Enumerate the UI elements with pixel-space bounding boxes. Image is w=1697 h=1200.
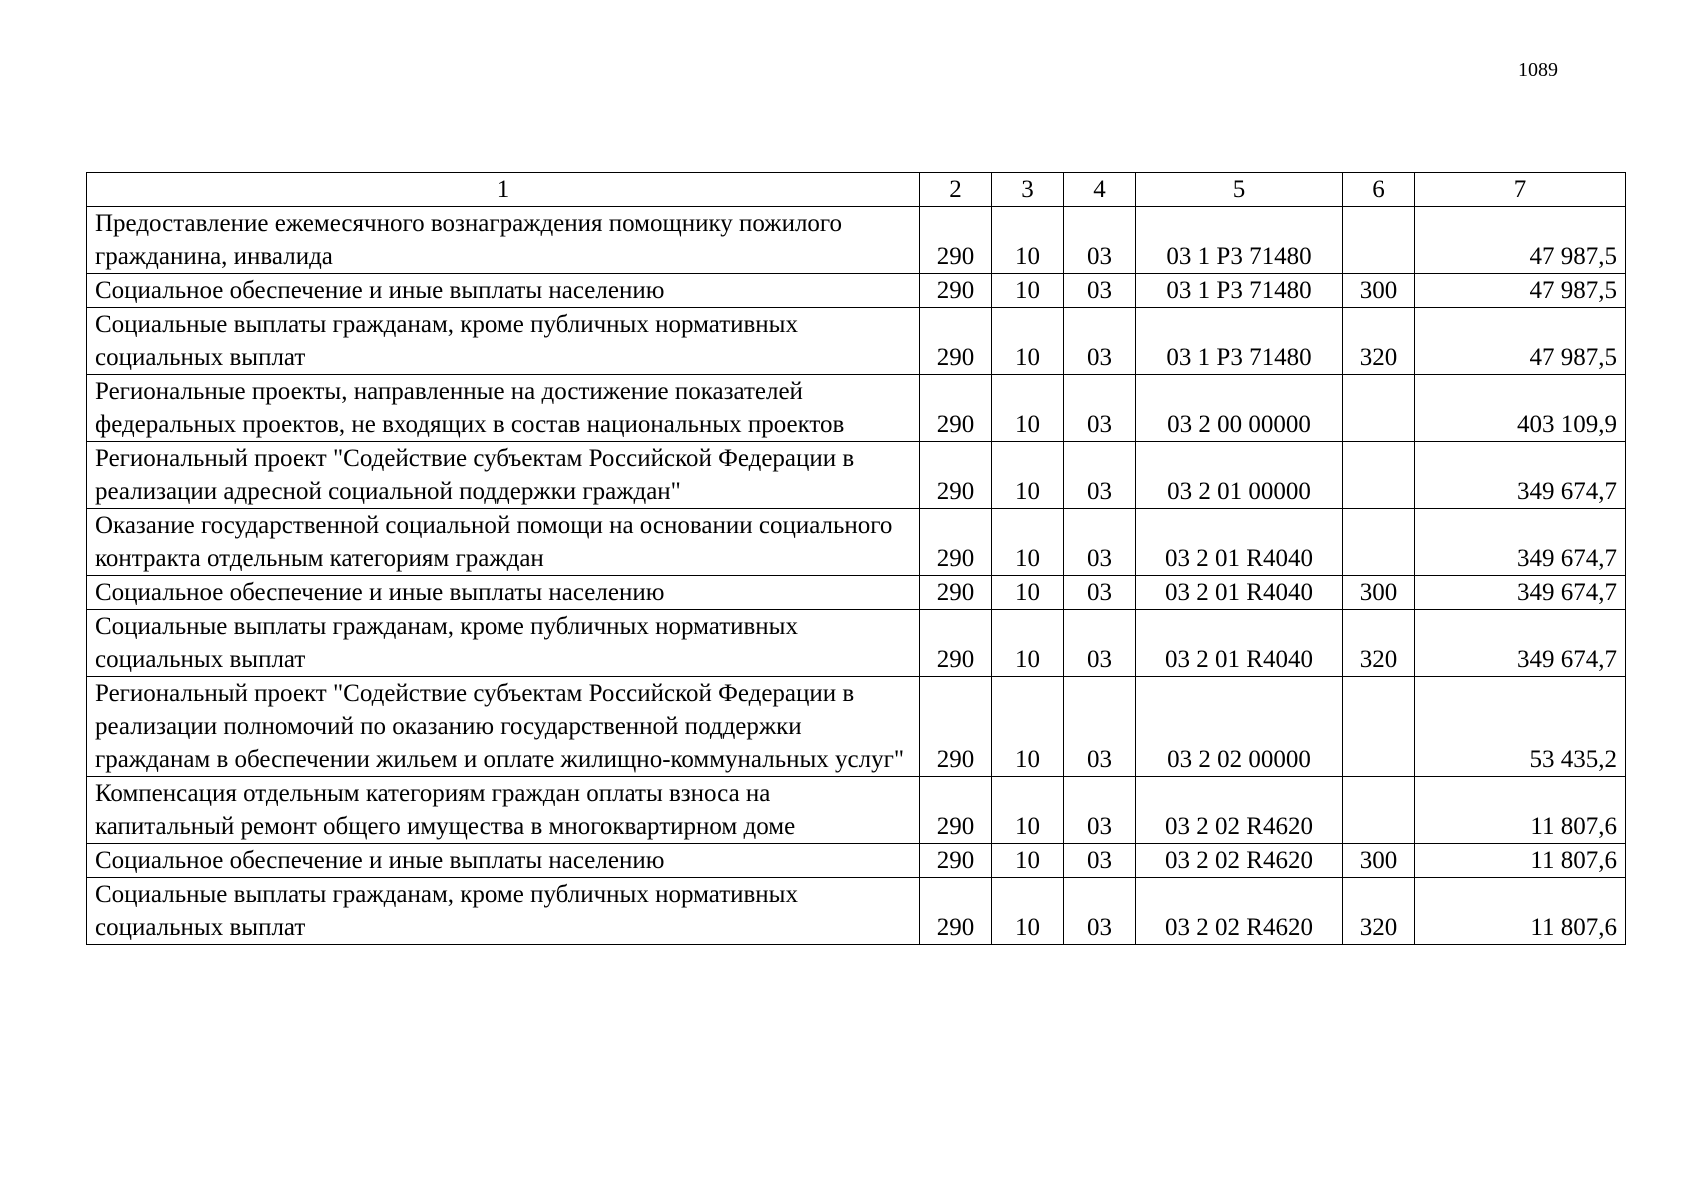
table-row <box>87 442 1626 509</box>
row-code-3: 10 <box>992 375 1064 442</box>
row-amount: 349 674,7 <box>1415 610 1626 677</box>
table-row <box>87 844 1626 878</box>
table-row <box>87 509 1626 576</box>
row-code-2: 290 <box>920 610 992 677</box>
row-code-6 <box>1343 677 1415 777</box>
table-row <box>87 610 1626 677</box>
table-row <box>87 207 1626 274</box>
row-code-3: 10 <box>992 442 1064 509</box>
row-code-2: 290 <box>920 777 992 844</box>
row-amount: 403 109,9 <box>1415 375 1626 442</box>
row-code-2: 290 <box>920 878 992 945</box>
row-code-4: 03 <box>1064 844 1136 878</box>
row-name: Региональный проект "Содействие субъектам Российской Федерации в реализации адресной социальной поддержки граждан" <box>87 442 920 509</box>
row-code-5: 03 2 02 R4620 <box>1136 878 1343 945</box>
row-code-2: 290 <box>920 274 992 308</box>
row-code-6: 320 <box>1343 610 1415 677</box>
column-header-4: 4 <box>1064 173 1136 207</box>
row-code-3: 10 <box>992 878 1064 945</box>
row-code-3: 10 <box>992 274 1064 308</box>
row-code-3: 10 <box>992 576 1064 610</box>
row-amount: 47 987,5 <box>1415 308 1626 375</box>
row-amount: 11 807,6 <box>1415 878 1626 945</box>
row-amount: 11 807,6 <box>1415 777 1626 844</box>
column-header-1: 1 <box>87 173 920 207</box>
row-code-4: 03 <box>1064 677 1136 777</box>
row-amount: 11 807,6 <box>1415 844 1626 878</box>
row-code-4: 03 <box>1064 576 1136 610</box>
table-row <box>87 274 1626 308</box>
table-row <box>87 777 1626 844</box>
row-name: Социальные выплаты гражданам, кроме публичных нормативных социальных выплат <box>87 878 920 945</box>
row-name: Социальное обеспечение и иные выплаты населению <box>87 576 920 610</box>
row-name: Региональный проект "Содействие субъектам Российской Федерации в реализации полномочий по оказанию государственной поддержки гражданам в обеспечении жильем и оплате жилищно-коммунальных услуг" <box>87 677 920 777</box>
row-code-6 <box>1343 777 1415 844</box>
row-code-2: 290 <box>920 509 992 576</box>
row-code-2: 290 <box>920 375 992 442</box>
row-amount: 47 987,5 <box>1415 274 1626 308</box>
table-row <box>87 576 1626 610</box>
row-code-6 <box>1343 207 1415 274</box>
row-name: Оказание государственной социальной помощи на основании социального контракта отдельным категориям граждан <box>87 509 920 576</box>
column-header-6: 6 <box>1343 173 1415 207</box>
row-code-4: 03 <box>1064 207 1136 274</box>
row-code-5: 03 1 Р3 71480 <box>1136 308 1343 375</box>
row-code-4: 03 <box>1064 308 1136 375</box>
page-number: 1089 <box>1518 59 1558 81</box>
row-name: Компенсация отдельным категориям граждан оплаты взноса на капитальный ремонт общего имущества в многоквартирном доме <box>87 777 920 844</box>
row-code-6 <box>1343 509 1415 576</box>
row-code-4: 03 <box>1064 375 1136 442</box>
row-code-3: 10 <box>992 610 1064 677</box>
row-name: Социальные выплаты гражданам, кроме публичных нормативных социальных выплат <box>87 610 920 677</box>
row-code-5: 03 1 Р3 71480 <box>1136 207 1343 274</box>
row-code-5: 03 2 01 R4040 <box>1136 610 1343 677</box>
row-code-3: 10 <box>992 844 1064 878</box>
row-code-4: 03 <box>1064 610 1136 677</box>
row-amount: 349 674,7 <box>1415 509 1626 576</box>
column-header-2: 2 <box>920 173 992 207</box>
row-code-2: 290 <box>920 576 992 610</box>
table-row <box>87 677 1626 777</box>
row-code-2: 290 <box>920 442 992 509</box>
header-row <box>87 173 1626 207</box>
row-code-3: 10 <box>992 677 1064 777</box>
row-code-5: 03 2 01 R4040 <box>1136 509 1343 576</box>
row-amount: 47 987,5 <box>1415 207 1626 274</box>
row-code-2: 290 <box>920 844 992 878</box>
row-code-6: 300 <box>1343 576 1415 610</box>
row-code-5: 03 2 02 R4620 <box>1136 844 1343 878</box>
table-row <box>87 308 1626 375</box>
row-code-2: 290 <box>920 207 992 274</box>
row-code-5: 03 2 01 R4040 <box>1136 576 1343 610</box>
column-header-3: 3 <box>992 173 1064 207</box>
row-name: Предоставление ежемесячного вознаграждения помощнику пожилого гражданина, инвалида <box>87 207 920 274</box>
row-code-4: 03 <box>1064 777 1136 844</box>
row-code-5: 03 2 00 00000 <box>1136 375 1343 442</box>
row-code-3: 10 <box>992 308 1064 375</box>
row-amount: 53 435,2 <box>1415 677 1626 777</box>
budget-table <box>86 172 1626 945</box>
row-name: Социальные выплаты гражданам, кроме публичных нормативных социальных выплат <box>87 308 920 375</box>
row-code-4: 03 <box>1064 509 1136 576</box>
row-name: Социальное обеспечение и иные выплаты населению <box>87 844 920 878</box>
row-code-6 <box>1343 442 1415 509</box>
row-amount: 349 674,7 <box>1415 576 1626 610</box>
row-code-5: 03 2 02 R4620 <box>1136 777 1343 844</box>
row-amount: 349 674,7 <box>1415 442 1626 509</box>
row-code-3: 10 <box>992 207 1064 274</box>
row-name: Социальное обеспечение и иные выплаты населению <box>87 274 920 308</box>
row-code-6: 320 <box>1343 308 1415 375</box>
table-row <box>87 375 1626 442</box>
row-code-5: 03 1 Р3 71480 <box>1136 274 1343 308</box>
row-code-6: 300 <box>1343 844 1415 878</box>
row-code-6: 320 <box>1343 878 1415 945</box>
row-code-4: 03 <box>1064 442 1136 509</box>
row-name: Региональные проекты, направленные на достижение показателей федеральных проектов, не входящих в состав национальных проектов <box>87 375 920 442</box>
row-code-4: 03 <box>1064 274 1136 308</box>
row-code-5: 03 2 01 00000 <box>1136 442 1343 509</box>
row-code-5: 03 2 02 00000 <box>1136 677 1343 777</box>
row-code-3: 10 <box>992 509 1064 576</box>
row-code-2: 290 <box>920 677 992 777</box>
column-header-5: 5 <box>1136 173 1343 207</box>
row-code-3: 10 <box>992 777 1064 844</box>
row-code-4: 03 <box>1064 878 1136 945</box>
row-code-2: 290 <box>920 308 992 375</box>
row-code-6: 300 <box>1343 274 1415 308</box>
column-header-7: 7 <box>1415 173 1626 207</box>
table-row <box>87 878 1626 945</box>
row-code-6 <box>1343 375 1415 442</box>
